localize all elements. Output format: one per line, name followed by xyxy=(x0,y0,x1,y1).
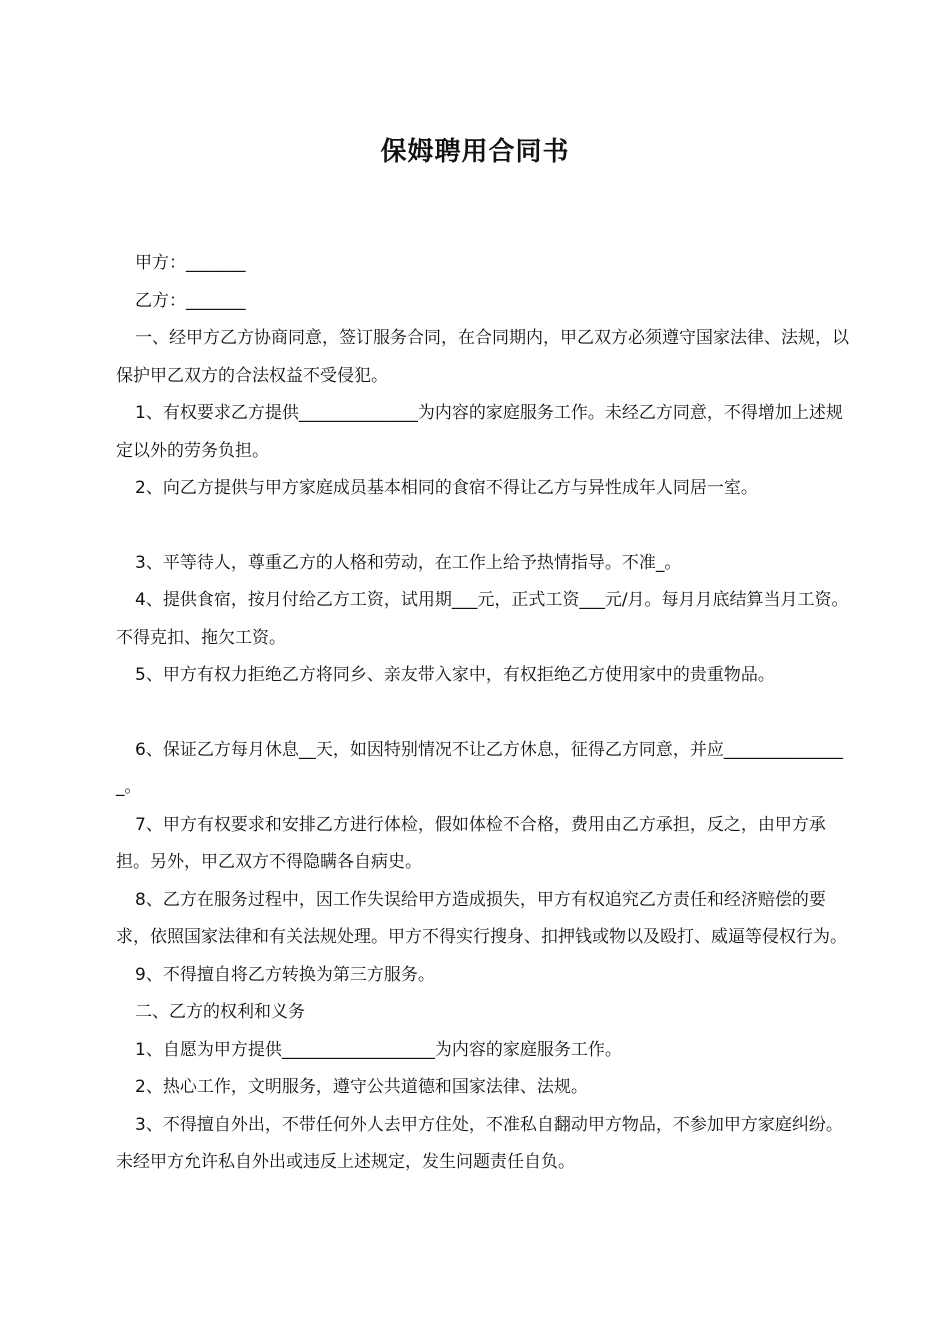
clause-1-9: 9、不得擅自将乙方转换为第三方服务。 xyxy=(135,964,435,985)
clause-1-3: 3、平等待人，尊重乙方的人格和劳动，在工作上给予热情指导。不准_。 xyxy=(135,552,682,573)
clause-2-2: 2、热心工作，文明服务，遵守公共道德和国家法律、法规。 xyxy=(135,1077,588,1097)
clause-2-1: 1、自愿为甲方提供__________________为内容的家庭服务工作。 xyxy=(135,1039,622,1060)
clause-1-8: 8、乙方在服务过程中，因工作失误给甲方造成损失，甲方有权追究乙方责任和经济赔偿的要求，依照国家法律和有关法规处理。甲方不得实行搜身、扣押钱或物以及殴打、威逼等侵权行为。 xyxy=(116,889,847,947)
clause-1-4: 4、提供食宿，按月付给乙方工资，试用期___元，正式工资___元/月。每月月底结算当月工资。不得克扣、拖欠工资。 xyxy=(116,590,849,648)
clause-2-3: 3、不得擅自外出，不带任何外人去甲方住处，不准私自翻动甲方物品，不参加甲方家庭纠纷。未经甲方允许私自外出或违反上述规定，发生问题责任自负。 xyxy=(116,1114,843,1172)
party-a-line: 甲方：_______ xyxy=(135,253,246,273)
clause-1-7: 7、甲方有权要求和安排乙方进行体检，假如体检不合格，费用由乙方承担，反之，由甲方承担。另外，甲乙双方不得隐瞒各自病史。 xyxy=(116,814,826,872)
party-b-line: 乙方：_______ xyxy=(135,290,246,311)
document-body xyxy=(116,245,851,1182)
section-1-intro: 一、经甲方乙方协商同意，签订服务合同，在合同期内，甲乙双方必须遵守国家法律、法规，以保护甲乙双方的合法权益不受侵犯。 xyxy=(116,328,849,386)
clause-1-1: 1、有权要求乙方提供______________为内容的家庭服务工作。未经乙方同意，不得增加上述规定以外的劳务负担。 xyxy=(116,403,843,461)
clause-1-2: 2、向乙方提供与甲方家庭成员基本相同的食宿不得让乙方与异性成年人同居一室。 xyxy=(135,478,758,498)
clause-1-6: 6、保证乙方每月休息__天，如因特别情况不让乙方休息，征得乙方同意，并应_______________。 xyxy=(116,739,843,797)
paragraph-gap xyxy=(116,508,851,545)
clause-1-5: 5、甲方有权力拒绝乙方将同乡、亲友带入家中，有权拒绝乙方使用家中的贵重物品。 xyxy=(135,665,775,685)
paragraph-gap xyxy=(116,695,851,732)
document-title: 保姆聘用合同书 xyxy=(380,137,570,167)
section-2-heading: 二、乙方的权利和义务 xyxy=(135,1002,305,1022)
